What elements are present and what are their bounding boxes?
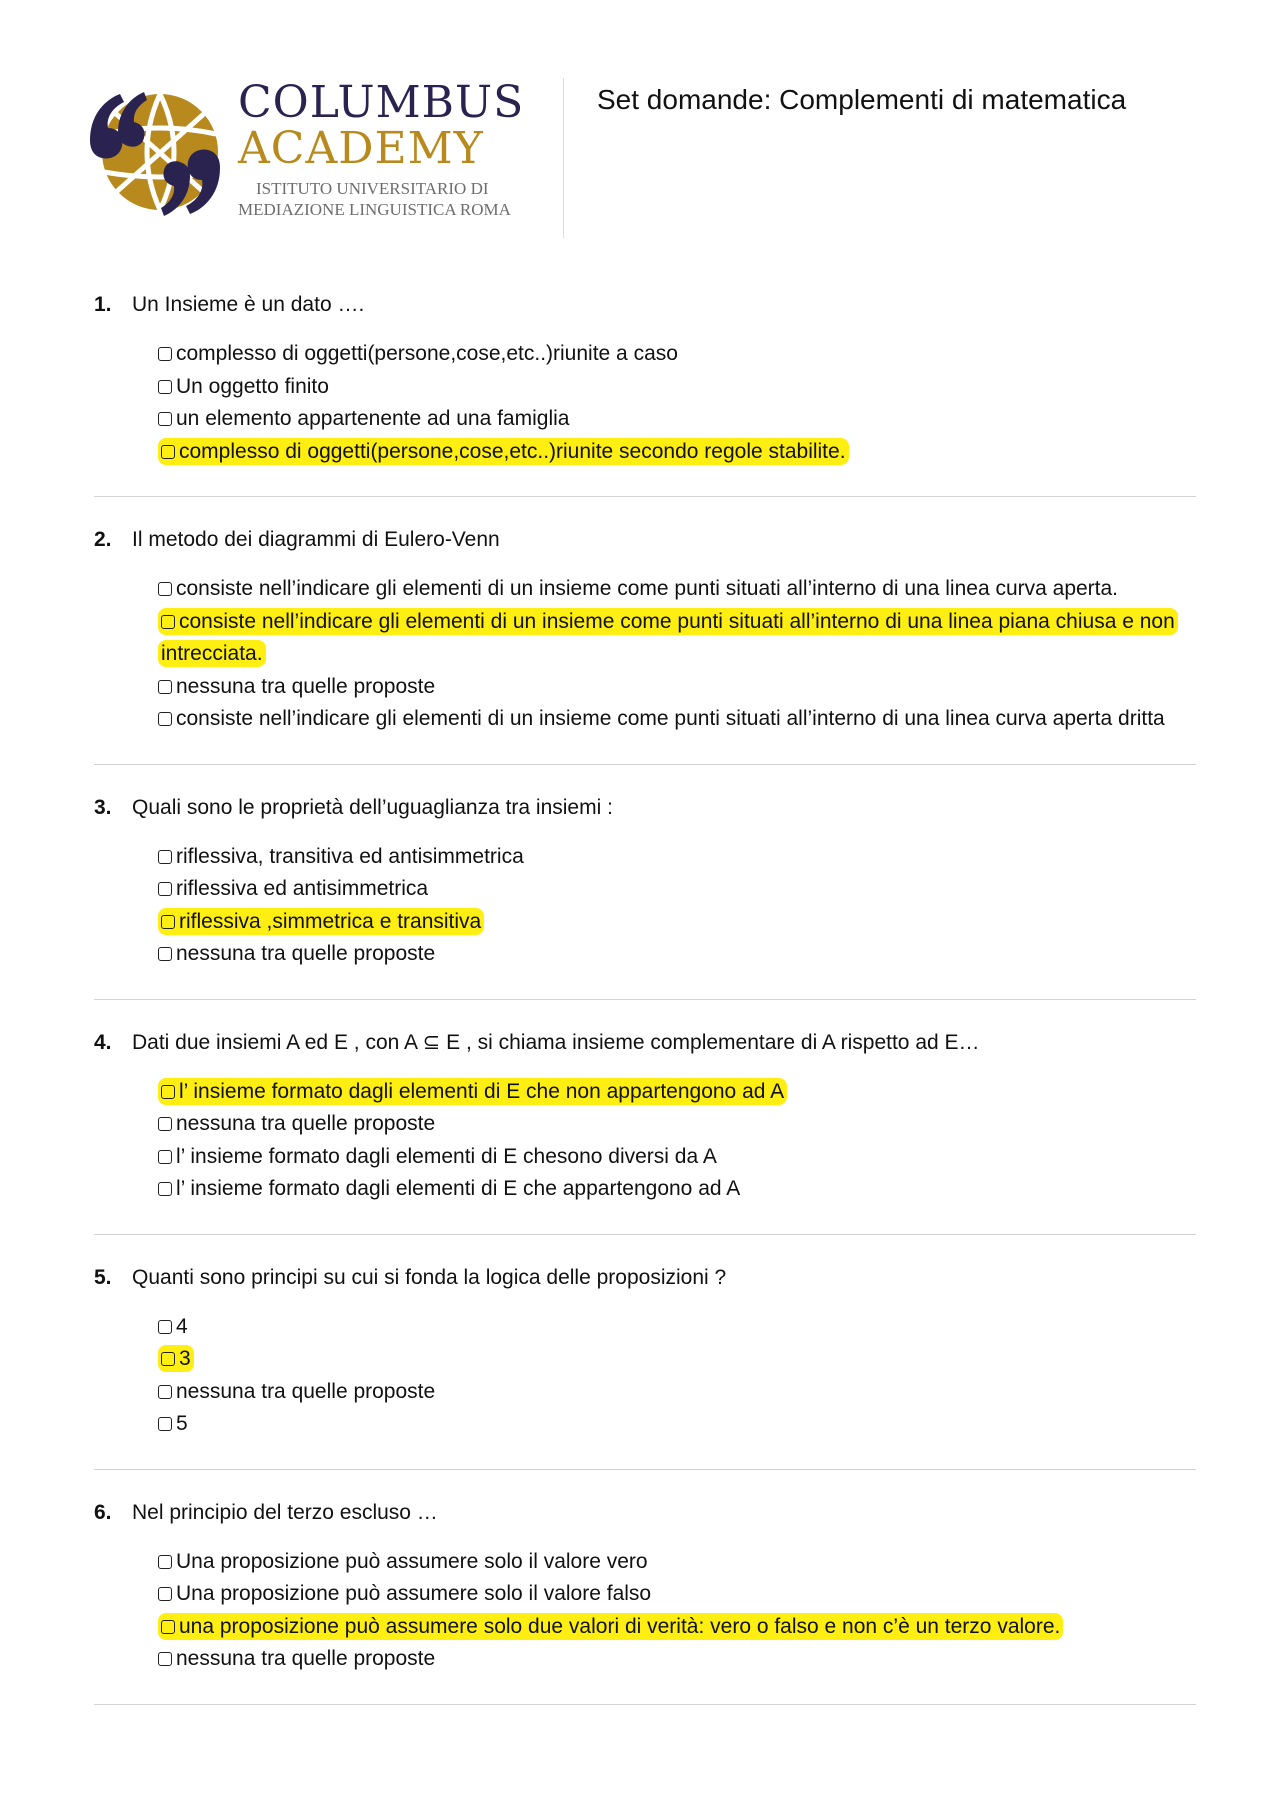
answer-option-label: riflessiva ,simmetrica e transitiva	[179, 909, 482, 933]
answer-option-row	[158, 1647, 435, 1670]
answer-option-row	[158, 877, 428, 900]
answer-option-label: consiste nell’indicare gli elementi di un insieme come punti situati all’interno di una linea curva aperta.	[176, 577, 1119, 600]
page-header	[0, 0, 1280, 250]
answer-option-highlighted[interactable]	[158, 1611, 1196, 1644]
answer-option[interactable]	[158, 1173, 1196, 1206]
answer-option[interactable]	[158, 1578, 1196, 1611]
answer-option-highlighted[interactable]	[158, 906, 1196, 939]
answer-option-label: un elemento appartenente ad una famiglia	[176, 407, 570, 430]
columbus-academy-logo-icon	[84, 82, 226, 224]
answer-option-row	[158, 1315, 188, 1338]
logo-line-mediazione: MEDIAZIONE LINGUISTICA ROMA	[238, 200, 511, 219]
answer-option-label: riflessiva, transitiva ed antisimmetrica	[176, 844, 524, 868]
checkbox-icon[interactable]	[158, 1385, 172, 1399]
answer-option[interactable]	[158, 938, 1196, 971]
answer-option[interactable]	[158, 671, 1196, 704]
checkbox-icon[interactable]	[158, 1150, 172, 1164]
question-header	[94, 1498, 1196, 1528]
logo-line-columbus: COLUMBUS	[238, 77, 525, 128]
answer-option-highlighted[interactable]	[158, 436, 1196, 469]
question-number: 6.	[94, 1500, 112, 1524]
answer-option-row	[158, 707, 1165, 730]
answer-option[interactable]	[158, 1643, 1196, 1676]
checkbox-icon[interactable]	[158, 850, 172, 864]
answer-option-highlighted[interactable]	[158, 1076, 1196, 1109]
answer-option-label: consiste nell’indicare gli elementi di un insieme come punti situati all’interno di una linea piana chiusa e non intrecciata.	[161, 609, 1175, 665]
checkbox-icon[interactable]	[161, 1085, 175, 1099]
checkbox-icon[interactable]	[158, 882, 172, 896]
page-title: Set domande: Complementi di matematica	[597, 84, 1127, 115]
answer-option[interactable]	[158, 403, 1196, 436]
answer-option-row	[158, 608, 1178, 668]
answer-option-row	[158, 845, 524, 868]
logo-wordmark	[238, 77, 528, 220]
question-list	[94, 290, 1196, 1733]
question-number: 2.	[94, 528, 112, 551]
question-header	[94, 1263, 1196, 1293]
checkbox-icon[interactable]	[158, 1555, 172, 1569]
answer-option-row	[158, 942, 435, 965]
answer-option-row	[158, 1177, 740, 1200]
answer-option-label: nessuna tra quelle proposte	[176, 1112, 436, 1135]
question-number: 3.	[94, 795, 112, 819]
question-2	[94, 525, 1196, 765]
question-number: 1.	[94, 293, 112, 316]
question-4	[94, 1028, 1196, 1235]
checkbox-icon[interactable]	[158, 1182, 172, 1196]
answer-option-label: una proposizione può assumere solo due valori di verità: vero o falso e non c’è un terzo valore.	[179, 1614, 1061, 1638]
question-number: 5.	[94, 1265, 112, 1289]
header-divider	[563, 78, 564, 238]
checkbox-icon[interactable]	[158, 680, 172, 694]
answer-option-label: 4	[176, 1314, 188, 1338]
answer-option-row	[158, 1145, 717, 1168]
answer-option[interactable]	[158, 1108, 1196, 1141]
question-text: Dati due insiemi A ed E , con A ⊆ E , si chiama insieme complementare di A rispetto ad E…	[132, 1030, 980, 1054]
checkbox-icon[interactable]	[158, 1320, 172, 1334]
answer-option[interactable]	[158, 573, 1196, 606]
answer-option-label: consiste nell’indicare gli elementi di un insieme come punti situati all’interno di una linea curva aperta dritta	[176, 707, 1165, 730]
answer-option-label: riflessiva ed antisimmetrica	[176, 877, 429, 900]
question-header	[94, 290, 1196, 320]
question-text: Nel principio del terzo escluso …	[132, 1500, 438, 1524]
answer-option-label: Un oggetto finito	[176, 374, 329, 398]
answer-option[interactable]	[158, 371, 1196, 404]
answer-option[interactable]	[158, 1141, 1196, 1174]
checkbox-icon[interactable]	[158, 412, 172, 426]
question-text: Quali sono le proprietà dell’uguaglianza tra insiemi :	[132, 795, 613, 819]
question-header	[94, 793, 1196, 823]
answer-option[interactable]	[158, 703, 1196, 736]
answer-option[interactable]	[158, 338, 1196, 371]
checkbox-icon[interactable]	[158, 380, 172, 394]
question-text: Il metodo dei diagrammi di Eulero-Venn	[132, 528, 500, 551]
answer-option-row	[158, 1613, 1063, 1640]
question-header	[94, 525, 1196, 555]
answer-option-label: nessuna tra quelle proposte	[176, 942, 436, 965]
answer-option-label: l’ insieme formato dagli elementi di E che appartengono ad A	[176, 1177, 741, 1200]
answer-option-label: nessuna tra quelle proposte	[176, 674, 436, 698]
answer-option[interactable]	[158, 841, 1196, 874]
answer-option-row	[158, 675, 435, 698]
checkbox-icon[interactable]	[158, 582, 172, 596]
answer-option[interactable]	[158, 1546, 1196, 1579]
answer-option[interactable]	[158, 1376, 1196, 1409]
answer-option-label: 5	[176, 1412, 188, 1435]
logo-line-academy: ACADEMY	[238, 123, 484, 174]
checkbox-icon[interactable]	[161, 1352, 175, 1366]
checkbox-icon[interactable]	[161, 445, 175, 459]
answer-option-row	[158, 1078, 787, 1105]
checkbox-icon[interactable]	[158, 712, 172, 726]
question-header	[94, 1028, 1196, 1058]
answer-option-label: complesso di oggetti(persone,cose,etc..)riunite a caso	[176, 342, 678, 365]
answer-option-row	[158, 375, 329, 398]
answer-option[interactable]	[158, 1408, 1196, 1441]
answer-option-row	[158, 342, 678, 365]
answer-option-row	[158, 1345, 194, 1372]
answer-option-row	[158, 1380, 435, 1403]
question-1	[94, 290, 1196, 497]
question-text: Un Insieme è un dato ….	[132, 293, 365, 316]
checkbox-icon[interactable]	[161, 1620, 175, 1634]
logo-line-istituto: ISTITUTO UNIVERSITARIO DI	[256, 179, 489, 198]
answer-option-label: 3	[179, 1347, 191, 1370]
answer-option-highlighted[interactable]	[158, 1343, 1196, 1376]
answer-option-row	[158, 407, 569, 430]
answer-option-row	[158, 438, 849, 465]
answer-option-highlighted[interactable]	[158, 606, 1196, 671]
checkbox-icon[interactable]	[158, 1117, 172, 1131]
answer-option-row	[158, 1112, 435, 1135]
answer-option-label: l’ insieme formato dagli elementi di E che non appartengono ad A	[179, 1079, 785, 1103]
question-number: 4.	[94, 1030, 112, 1054]
answer-option[interactable]	[158, 1311, 1196, 1344]
answer-option-label: Una proposizione può assumere solo il valore vero	[176, 1549, 648, 1573]
answer-option-row	[158, 1582, 651, 1605]
question-6	[94, 1498, 1196, 1705]
answer-option-label: nessuna tra quelle proposte	[176, 1379, 436, 1403]
checkbox-icon[interactable]	[158, 947, 172, 961]
answer-option-label: Una proposizione può assumere solo il valore falso	[176, 1582, 652, 1605]
checkbox-icon[interactable]	[158, 1587, 172, 1601]
checkbox-icon[interactable]	[158, 1417, 172, 1431]
answer-option-label: nessuna tra quelle proposte	[176, 1647, 436, 1670]
checkbox-icon[interactable]	[161, 915, 175, 929]
checkbox-icon[interactable]	[161, 615, 175, 629]
answer-option-row	[158, 577, 1118, 600]
question-text: Quanti sono principi su cui si fonda la logica delle proposizioni ?	[132, 1265, 727, 1289]
question-3	[94, 793, 1196, 1000]
answer-option-row	[158, 908, 484, 935]
checkbox-icon[interactable]	[158, 347, 172, 361]
question-5	[94, 1263, 1196, 1470]
answer-option[interactable]	[158, 873, 1196, 906]
checkbox-icon[interactable]	[158, 1652, 172, 1666]
answer-option-row	[158, 1412, 188, 1435]
answer-option-label: complesso di oggetti(persone,cose,etc..)riunite secondo regole stabilite.	[179, 439, 846, 463]
answer-option-label: l’ insieme formato dagli elementi di E chesono diversi da A	[176, 1144, 717, 1168]
answer-option-row	[158, 1550, 648, 1573]
